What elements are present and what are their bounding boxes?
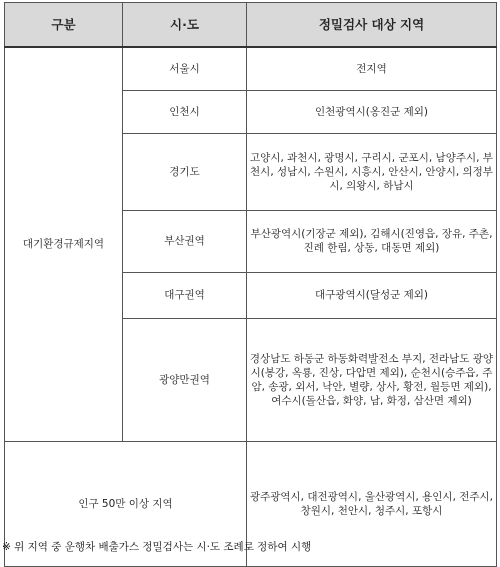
region-desc: 경상남도 하동군 하동화력발전소 부지, 전라남도 광양시(봉강, 옥룡, 진상, 다압면 제외), 순천시(승주읍, 주암, 송광, 외서, 낙안, 별량, 상사, 황전, 월등면 제외), 여수시(돌산읍, 화양, 남, 화정, 삼산면 제외)	[247, 318, 497, 441]
header-category: 구분	[5, 3, 123, 48]
inspection-area-table	[4, 2, 497, 567]
region-desc: 광주광역시, 대전광역시, 울산광역시, 용인시, 전주시, 창원시, 천안시, 청주시, 포항시	[247, 441, 497, 566]
table-row	[5, 47, 497, 90]
region-name: 경기도	[123, 133, 247, 210]
group-label-air-quality: 대기환경규제지역	[5, 47, 123, 441]
region-name: 부산권역	[123, 210, 247, 272]
region-desc: 대구광역시(달성군 제외)	[247, 272, 497, 318]
region-name: 광양만권역	[123, 318, 247, 441]
region-name: 대구권역	[123, 272, 247, 318]
region-name: 인천시	[123, 90, 247, 133]
region-desc: 인천광역시(옹진군 제외)	[247, 90, 497, 133]
header-target-area: 정밀검사 대상 지역	[247, 3, 497, 48]
footnote: ※ 위 지역 중 운행차 배출가스 정밀검사는 시·도 조례로 정하여 시행	[2, 541, 312, 553]
region-desc: 전지역	[247, 47, 497, 90]
region-desc: 고양시, 과천시, 광명시, 구리시, 군포시, 남양주시, 부천시, 성남시, 수원시, 시흥시, 안산시, 안양시, 의정부시, 의왕시, 하남시	[247, 133, 497, 210]
region-name: 서울시	[123, 47, 247, 90]
header-province: 시·도	[123, 3, 247, 48]
table-header-row	[5, 3, 497, 48]
group-label-big-cities: 인구 50만 이상 지역	[5, 441, 247, 566]
region-desc: 부산광역시(기장군 제외), 김해시(진영읍, 장유, 주촌, 진례 한림, 상동, 대동면 제외)	[247, 210, 497, 272]
